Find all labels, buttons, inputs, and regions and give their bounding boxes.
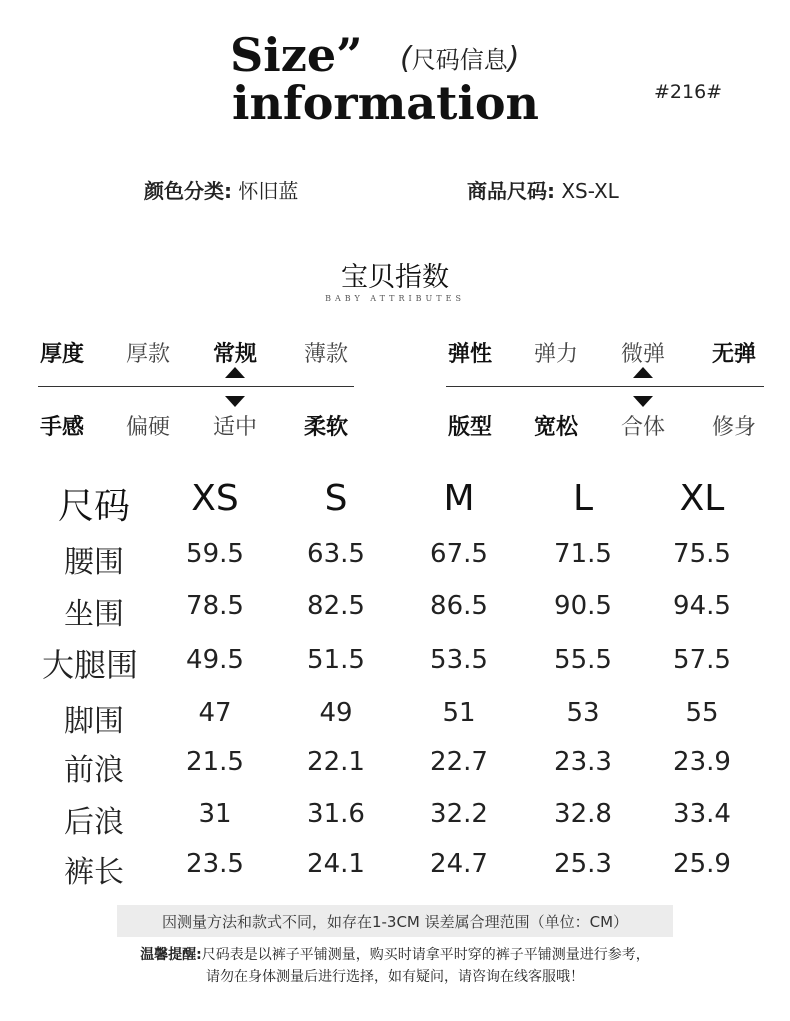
divider-right (446, 386, 764, 387)
feel-indicator-icon (225, 396, 245, 407)
size-cell: 22.7 (430, 747, 488, 777)
elasticity-indicator-icon (633, 367, 653, 378)
size-cell: 63.5 (307, 539, 365, 569)
attr-elasticity-option-3: 无弹 (711, 342, 757, 367)
attr-elasticity-option-1: 弹力 (533, 342, 579, 367)
size-cell: 51 (442, 698, 476, 728)
size-cell: 71.5 (554, 539, 612, 569)
size-cell: 23.9 (673, 747, 731, 777)
divider-left (38, 386, 354, 387)
attr-thickness-option-3: 薄款 (303, 342, 349, 367)
color-label: 颜色分类: (144, 179, 232, 203)
size-value: XS-XL (561, 179, 619, 203)
size-cell: 75.5 (673, 539, 731, 569)
title-line-2: information (232, 76, 539, 130)
size-cell: 25.3 (554, 849, 612, 879)
size-cell: 24.1 (307, 849, 365, 879)
size-cell: 55 (685, 698, 719, 728)
paren-close: ) (507, 41, 520, 76)
size-cell: 22.1 (307, 747, 365, 777)
size-cell: 32.8 (554, 799, 612, 829)
size-cell: 57.5 (673, 645, 731, 675)
size-header-xl: XL (679, 478, 725, 519)
size-cell: 23.5 (186, 849, 244, 879)
size-cell: 53 (566, 698, 600, 728)
size-row-label: 前浪 (64, 753, 124, 788)
size-header-l: L (572, 478, 594, 519)
title-cn-group (400, 40, 519, 76)
size-cell: 67.5 (430, 539, 488, 569)
attr-fit-option-1: 宽松 (533, 415, 579, 440)
size-cell: 49 (319, 698, 353, 728)
size-cell: 23.3 (554, 747, 612, 777)
size-cell: 90.5 (554, 591, 612, 621)
size-cell: 51.5 (307, 645, 365, 675)
title-cn: 尺码信息 (411, 46, 508, 74)
size-cell: 25.9 (673, 849, 731, 879)
attr-thickness-option-1: 厚款 (125, 342, 171, 367)
size-header-xs: XS (191, 478, 239, 519)
size-header-label: 尺码 (57, 486, 131, 527)
section-subtitle: BABY ATTRIBUTES (325, 294, 465, 303)
size-cell: 49.5 (186, 645, 244, 675)
thickness-indicator-icon (225, 367, 245, 378)
section-title: 宝贝指数 (341, 262, 449, 293)
measurement-note: 因测量方法和款式不同，如存在1-3CM 误差属合理范围（单位：CM） (117, 905, 673, 937)
color-category (144, 175, 298, 204)
attr-thickness-option-2: 常规 (212, 342, 258, 367)
size-row-label: 大腿围 (41, 646, 139, 684)
attr-elasticity-option-2: 微弹 (620, 342, 666, 367)
size-label: 商品尺码: (467, 179, 555, 203)
title-line-1: Size” (230, 28, 363, 82)
size-cell: 86.5 (430, 591, 488, 621)
attr-feel-option-3: 柔软 (303, 415, 349, 440)
paren-open: ( (400, 41, 412, 76)
size-header-s: S (324, 478, 348, 519)
size-cell: 82.5 (307, 591, 365, 621)
size-cell: 59.5 (186, 539, 244, 569)
attr-elasticity-label: 弹性 (447, 342, 493, 367)
size-cell: 24.7 (430, 849, 488, 879)
attr-fit-option-3: 修身 (711, 415, 757, 440)
size-cell: 94.5 (673, 591, 731, 621)
product-size (467, 175, 619, 204)
product-code: #216# (654, 81, 723, 103)
size-cell: 47 (198, 698, 232, 728)
size-row-label: 脚围 (64, 704, 124, 739)
color-value: 怀旧蓝 (238, 179, 299, 203)
size-row-label: 裤长 (64, 855, 124, 890)
size-cell: 31.6 (307, 799, 365, 829)
attr-feel-option-2: 适中 (212, 415, 258, 440)
attr-feel-label: 手感 (39, 415, 85, 440)
size-header-m: M (443, 478, 475, 519)
attr-feel-option-1: 偏硬 (125, 415, 171, 440)
size-cell: 55.5 (554, 645, 612, 675)
fit-indicator-icon (633, 396, 653, 407)
size-row-label: 坐围 (64, 597, 124, 632)
attr-fit-label: 版型 (447, 415, 493, 440)
size-cell: 32.2 (430, 799, 488, 829)
attr-thickness-label: 厚度 (39, 342, 85, 367)
size-cell: 78.5 (186, 591, 244, 621)
size-cell: 21.5 (186, 747, 244, 777)
tip-line-1 (0, 944, 790, 964)
size-row-label: 腰围 (64, 545, 124, 580)
size-cell: 31 (198, 799, 232, 829)
attr-fit-option-2: 合体 (620, 415, 666, 440)
tip-line-2: 请勿在身体测量后进行选择，如有疑问，请咨询在线客服哦！ (206, 969, 584, 985)
size-cell: 53.5 (430, 645, 488, 675)
size-cell: 33.4 (673, 799, 731, 829)
size-row-label: 后浪 (64, 805, 124, 840)
tip-label: 温馨提醒: (140, 947, 202, 963)
tip-text-1: 尺码表是以裤子平铺测量，购买时请拿平时穿的裤子平铺测量进行参考， (201, 947, 650, 963)
